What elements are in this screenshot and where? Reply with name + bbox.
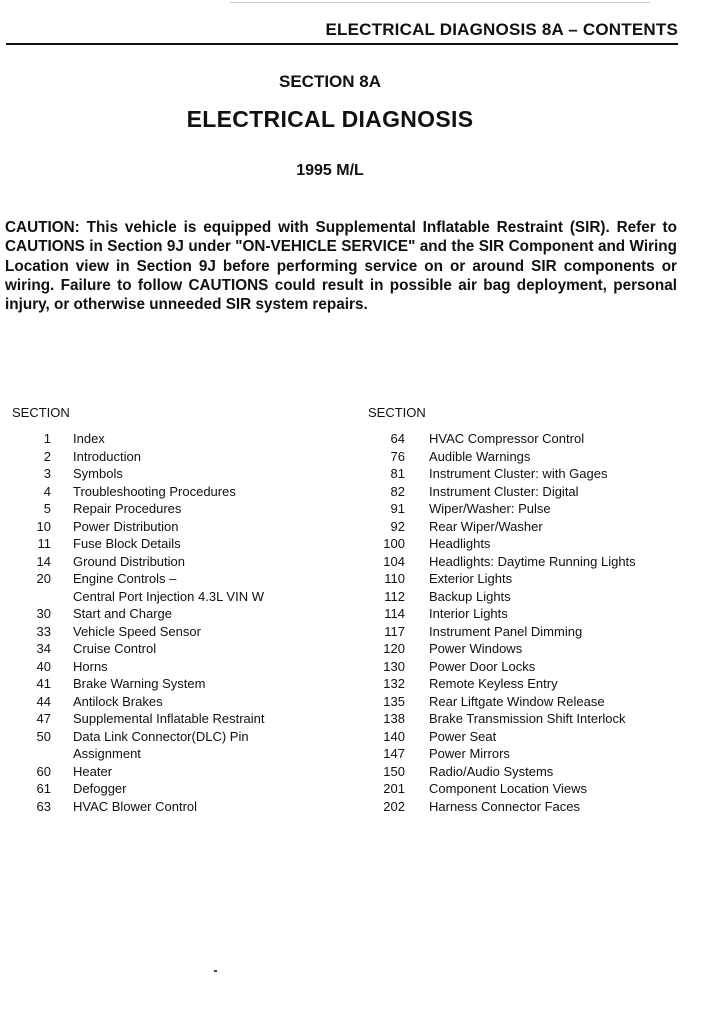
- model-year: 1995 M/L: [296, 162, 364, 179]
- section-number: 60: [36, 763, 51, 779]
- section-number: 5: [43, 501, 51, 516]
- section-number: 44: [36, 693, 51, 709]
- contents-entry: [368, 745, 698, 763]
- contents-entry: [368, 710, 698, 728]
- section-number: 50: [36, 728, 51, 744]
- contents-entry: [368, 780, 698, 798]
- contents-entry: [368, 605, 698, 623]
- contents-entry: [368, 553, 698, 571]
- section-number: 14: [36, 553, 51, 569]
- section-number: 82: [390, 483, 405, 499]
- contents-right-column: [368, 405, 698, 815]
- section-number: 150: [383, 763, 405, 779]
- section-number: 20: [36, 571, 51, 586]
- contents-entry: [12, 483, 332, 501]
- section-number: 64: [390, 431, 405, 446]
- section-number: 202: [383, 798, 405, 814]
- section-title: Horns: [73, 658, 108, 674]
- column-heading: SECTION: [12, 405, 70, 420]
- section-number: 100: [383, 536, 405, 551]
- section-number: 63: [36, 798, 51, 814]
- contents-entry: [12, 640, 332, 658]
- contents-entry: [368, 763, 698, 781]
- section-title: Headlights: Daytime Running Lights: [429, 553, 636, 569]
- section-number: 140: [383, 728, 405, 744]
- section-title: Brake Transmission Shift Interlock: [429, 711, 626, 726]
- contents-list-right: [368, 430, 698, 815]
- contents-entry: [12, 763, 332, 781]
- section-title: Introduction: [73, 448, 141, 464]
- section-number: 112: [384, 588, 405, 604]
- page-title: ELECTRICAL DIAGNOSIS: [186, 106, 474, 132]
- section-number: 40: [36, 658, 51, 674]
- section-title: Wiper/Washer: Pulse: [429, 501, 551, 516]
- section-number: 117: [384, 623, 405, 639]
- contents-entry: [368, 728, 698, 746]
- section-number: 132: [383, 676, 405, 691]
- contents-entry: [368, 675, 698, 693]
- section-title: Antilock Brakes: [73, 693, 163, 709]
- section-number: 30: [36, 606, 51, 621]
- page-header-title: ELECTRICAL DIAGNOSIS 8A – CONTENTS: [325, 20, 678, 39]
- contents-entry: [12, 448, 332, 466]
- contents-entry: [368, 798, 698, 816]
- caution-paragraph: CAUTION: This vehicle is equipped with Supplemental Inflatable Restraint (SIR). Refer to CAUTIONS in Section 9J under "ON-VEHICLE SERVICE" and the SIR Component and Wiring Location view in Section 9J before performing service on or around SIR components or wiring. Failure to follow CAUTIONS could result in possible air bag deployment, personal injury, or otherwise unneeded SIR system repairs.: [5, 219, 677, 314]
- contents-left-column: [12, 405, 332, 815]
- section-title: Data Link Connector(DLC) Pin Assignment: [73, 728, 249, 761]
- contents-entry: [368, 640, 698, 658]
- section-title: Power Mirrors: [429, 746, 510, 761]
- section-number: 2: [43, 448, 51, 464]
- section-title: Power Windows: [429, 641, 523, 656]
- section-number: 104: [383, 553, 405, 569]
- section-title: Instrument Cluster: Digital: [429, 483, 579, 499]
- section-title: Brake Warning System: [73, 676, 206, 691]
- contents-entry: [368, 483, 698, 501]
- section-number: 10: [36, 518, 51, 534]
- section-number: 1: [43, 431, 51, 446]
- contents-entry: [12, 570, 332, 605]
- section-title: Instrument Panel Dimming: [429, 623, 583, 639]
- contents-entry: [368, 448, 698, 466]
- contents-entry: [368, 693, 698, 711]
- contents-entry: [12, 465, 332, 483]
- section-number: 61: [36, 781, 51, 796]
- contents-entry: [368, 570, 698, 588]
- contents-entry: [368, 658, 698, 676]
- section-number: 114: [384, 606, 405, 621]
- contents-entry: [12, 675, 332, 693]
- section-title: Engine Controls – Central Port Injection 4.3L VIN W: [73, 571, 264, 604]
- contents-entry: [12, 535, 332, 553]
- section-title: Cruise Control: [73, 641, 157, 656]
- section-title: HVAC Compressor Control: [429, 431, 585, 446]
- section-number: 92: [390, 518, 405, 534]
- section-title: Remote Keyless Entry: [429, 676, 558, 691]
- section-title: Index: [73, 431, 105, 446]
- section-title: Vehicle Speed Sensor: [73, 623, 201, 639]
- section-title: Radio/Audio Systems: [429, 763, 554, 779]
- section-number: 4: [43, 483, 51, 499]
- section-number: 81: [390, 466, 405, 481]
- section-number: 130: [383, 658, 405, 674]
- section-number: 201: [383, 781, 405, 796]
- contents-entry: [12, 798, 332, 816]
- contents-entry: [12, 728, 332, 763]
- contents-entry: [368, 430, 698, 448]
- section-label: SECTION 8A: [278, 72, 382, 91]
- section-number: 33: [36, 623, 51, 639]
- section-title: Exterior Lights: [429, 571, 513, 586]
- section-number: 147: [383, 746, 405, 761]
- section-title: Symbols: [73, 466, 123, 481]
- contents-entry: [12, 500, 332, 518]
- contents-entry: [12, 658, 332, 676]
- section-number: 76: [390, 448, 405, 464]
- contents-entry: [12, 693, 332, 711]
- column-heading: SECTION: [368, 405, 426, 420]
- section-number: 47: [36, 711, 51, 726]
- section-title: Backup Lights: [429, 588, 511, 604]
- contents-entry: [12, 553, 332, 571]
- contents-entry: [12, 623, 332, 641]
- header-rule: [6, 43, 678, 45]
- section-title: Troubleshooting Procedures: [73, 483, 236, 499]
- section-number: 34: [36, 641, 51, 656]
- section-title: Rear Wiper/Washer: [429, 518, 543, 534]
- contents-entry: [368, 518, 698, 536]
- contents-entry: [368, 465, 698, 483]
- section-title: Power Distribution: [73, 518, 179, 534]
- section-number: 91: [390, 501, 405, 516]
- contents-entry: [368, 535, 698, 553]
- contents-entry: [12, 430, 332, 448]
- section-title: Start and Charge: [73, 606, 173, 621]
- section-title: Supplemental Inflatable Restraint: [73, 711, 265, 726]
- section-title: Ground Distribution: [73, 553, 185, 569]
- section-title: Headlights: [429, 536, 491, 551]
- scan-speck: [214, 970, 217, 972]
- section-number: 11: [37, 536, 51, 551]
- contents-entry: [368, 500, 698, 518]
- section-title: HVAC Blower Control: [73, 798, 198, 814]
- contents-entry: [12, 710, 332, 728]
- section-title: Interior Lights: [429, 606, 508, 621]
- section-title: Power Seat: [429, 728, 497, 744]
- section-title: Audible Warnings: [429, 448, 531, 464]
- section-number: 120: [383, 641, 405, 656]
- contents-entry: [368, 623, 698, 641]
- section-title: Defogger: [73, 781, 127, 796]
- section-title: Component Location Views: [429, 781, 588, 796]
- contents-entry: [12, 605, 332, 623]
- section-number: 138: [383, 711, 405, 726]
- section-number: 3: [43, 466, 51, 481]
- top-scan-line: [230, 2, 650, 3]
- section-number: 41: [36, 676, 51, 691]
- section-title: Fuse Block Details: [73, 536, 181, 551]
- section-title: Power Door Locks: [429, 658, 536, 674]
- section-title: Repair Procedures: [73, 501, 182, 516]
- section-number: 110: [384, 571, 405, 586]
- contents-entry: [368, 588, 698, 606]
- contents-entry: [12, 518, 332, 536]
- section-title: Instrument Cluster: with Gages: [429, 466, 608, 481]
- section-title: Rear Liftgate Window Release: [429, 693, 605, 709]
- section-title: Heater: [73, 763, 113, 779]
- section-title: Harness Connector Faces: [429, 798, 581, 814]
- contents-entry: [12, 780, 332, 798]
- section-number: 135: [383, 693, 405, 709]
- contents-list-left: [12, 430, 332, 815]
